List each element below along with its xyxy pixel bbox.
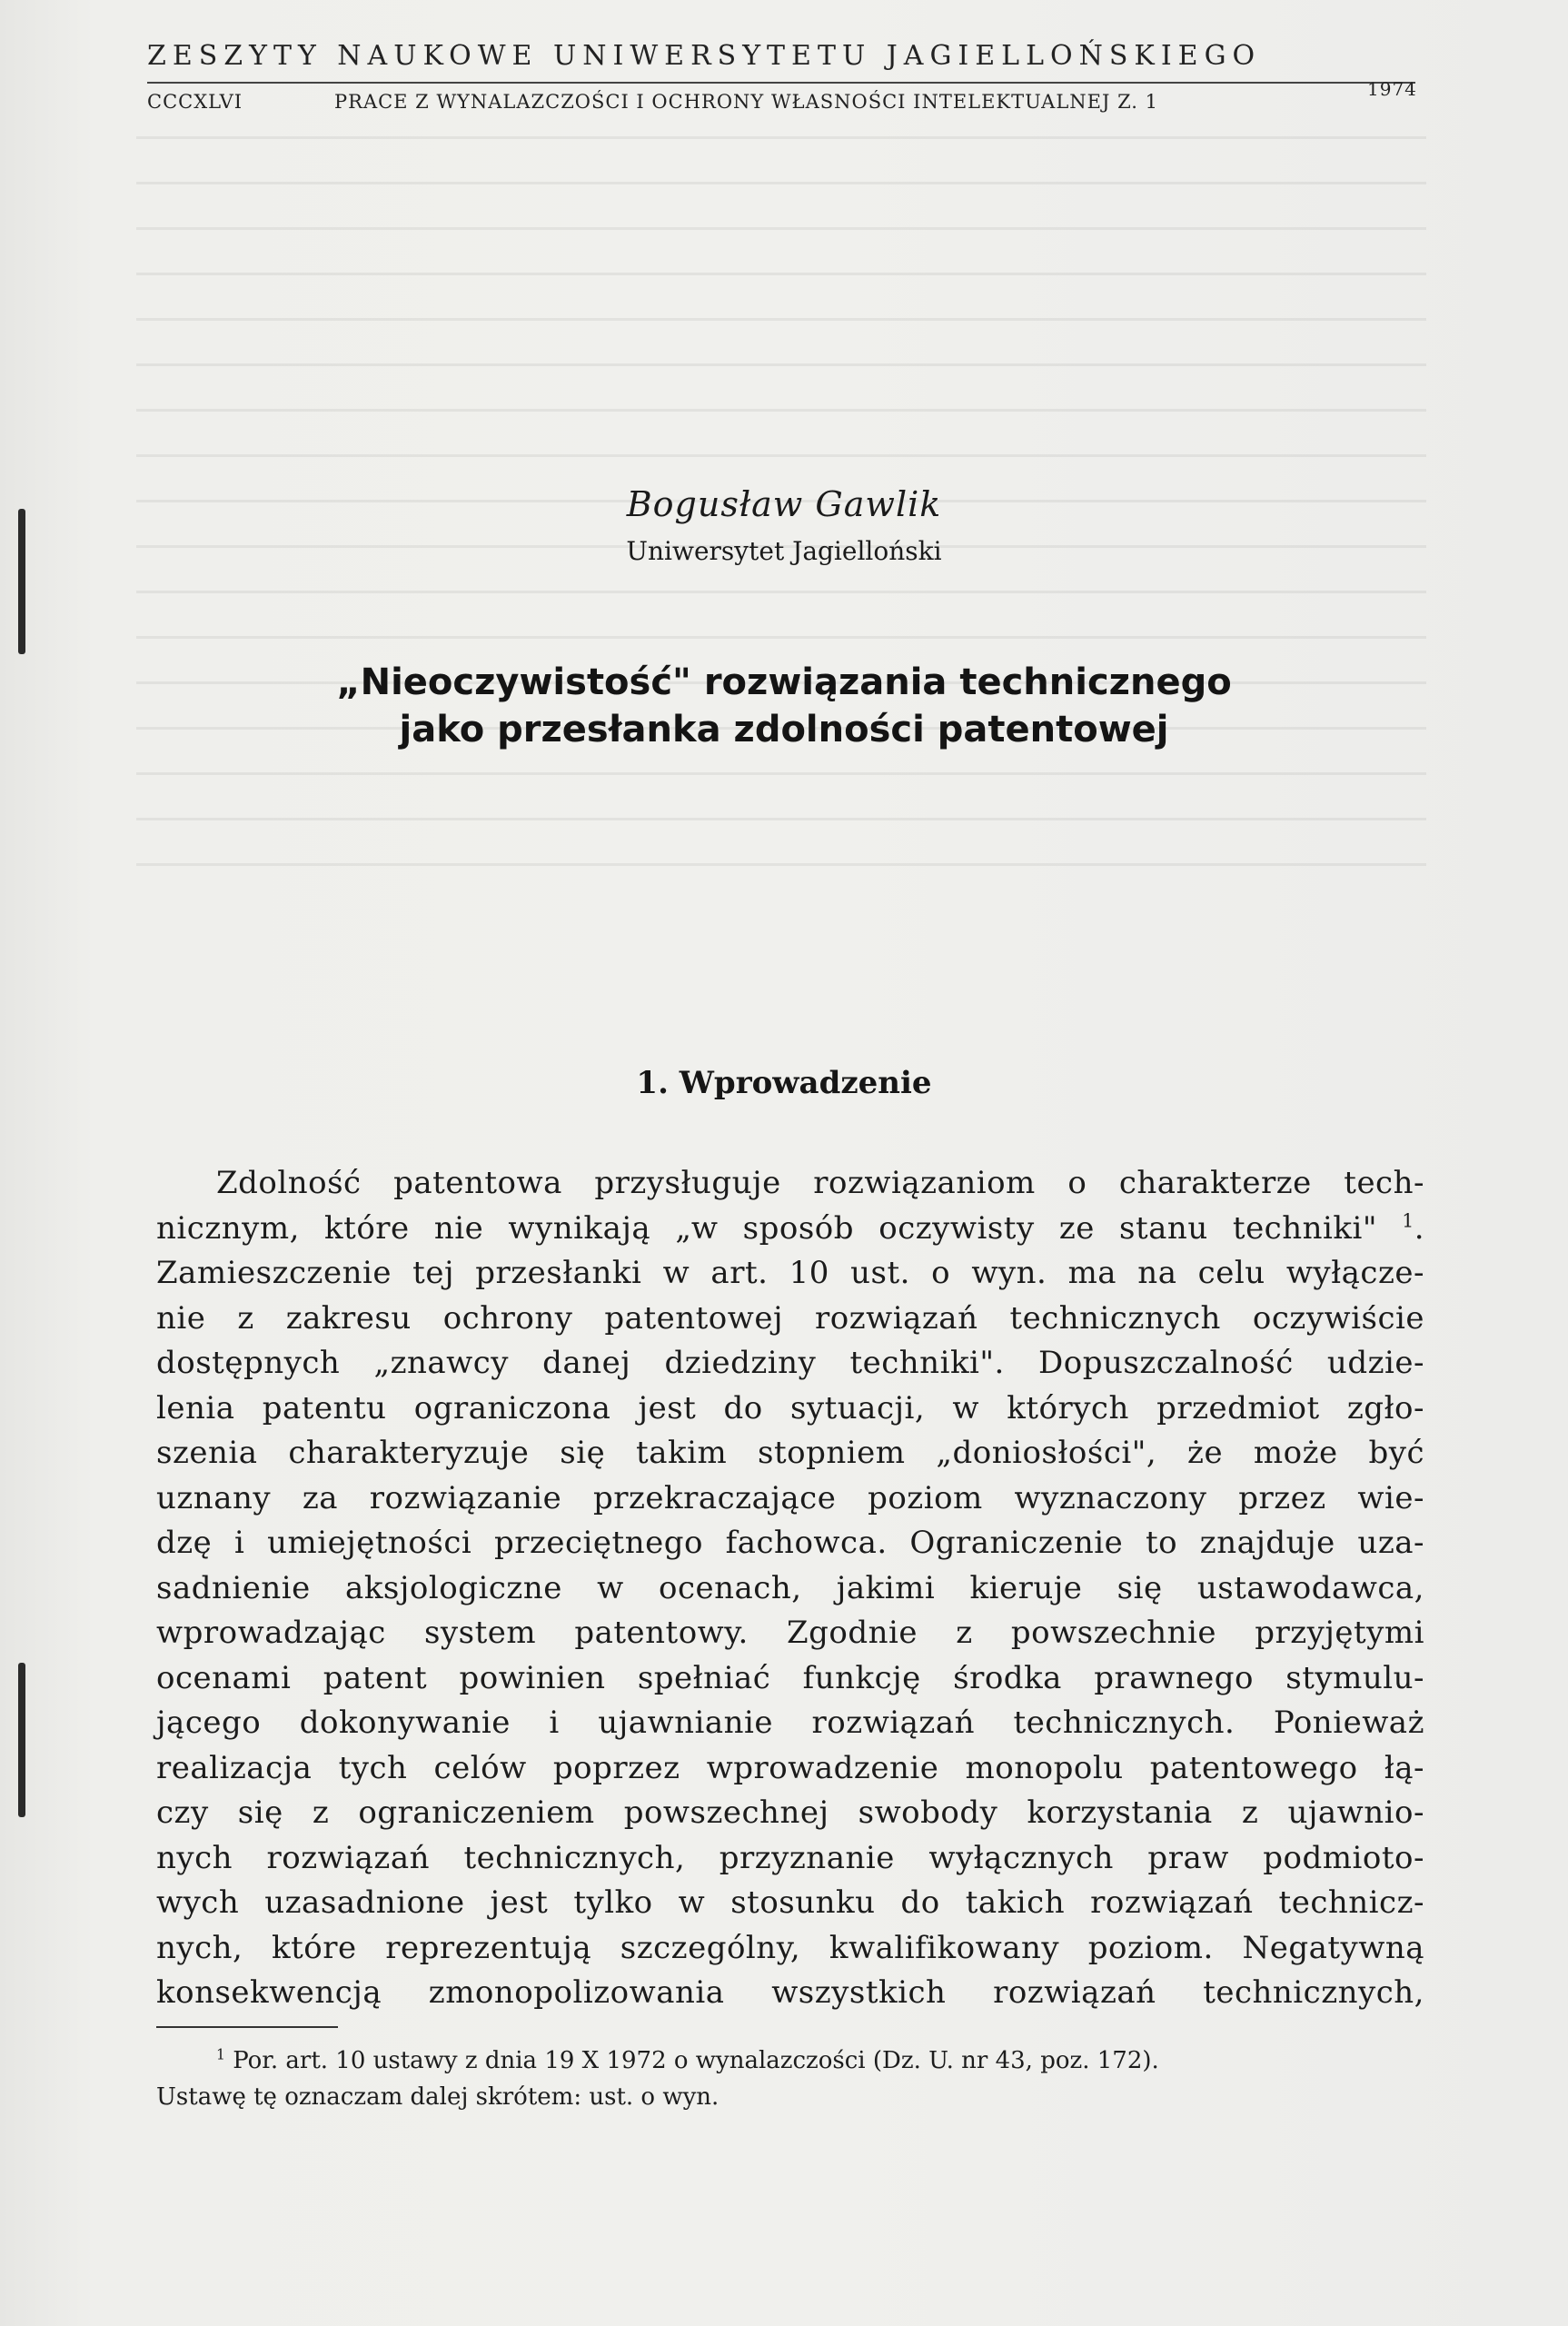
body-line: wprowadzając system patentowy. Zgodnie z powszechnie przyjętymi	[156, 1615, 1424, 1651]
body-line: nie z zakresu ochrony patentowej rozwiązań technicznych oczywiście	[156, 1299, 1424, 1337]
author-affiliation: Uniwersytet Jagielloński	[626, 536, 942, 566]
body-line: uznany za rozwiązanie przekraczające poziom wyznaczony przez wie-	[156, 1479, 1424, 1516]
body-text	[156, 1161, 1424, 2016]
staple-mark-top	[18, 509, 25, 654]
author-name: Bogusław Gawlik	[626, 484, 942, 524]
section-heading: 1. Wprowadzenie	[636, 1065, 932, 1101]
footnote-mark: 1	[216, 2046, 225, 2063]
article-title-line-2: jako przesłanka zdolności patentowej	[399, 709, 1169, 750]
body-line: szenia charakteryzuje się takim stopniem „doniosłości", że może być	[156, 1435, 1424, 1471]
header-rule	[147, 82, 1415, 84]
body-line: Zamieszczenie tej przesłanki w art. 10 ust. o wyn. ma na celu wyłącze-	[156, 1255, 1424, 1291]
footnote-line-1	[156, 2043, 1428, 2079]
body-line: sadnienie aksjologiczne w ocenach, jakimi kieruje się ustawodawca,	[156, 1569, 1424, 1606]
journal-series-title: ZESZYTY NAUKOWE UNIWERSYTETU JAGIELLOŃSKIEGO	[147, 40, 1262, 72]
body-line: nicznym, które nie wynikają „w sposób oczywisty ze stanu techniki" $^1$.	[156, 1209, 1424, 1247]
staple-mark-bottom	[18, 1663, 25, 1817]
body-line: lenia patentu ograniczona jest do sytuacji, w których przedmiot zgło-	[156, 1389, 1424, 1426]
body-line: ocenami patent powinien spełniać funkcję środka prawnego stymulu-	[156, 1659, 1424, 1696]
publication-year: 1974	[1367, 78, 1417, 100]
body-line: realizacja tych celów poprzez wprowadzenie monopolu patentowego łą-	[156, 1749, 1424, 1786]
volume-number: CCCXLVI	[147, 91, 243, 113]
body-line-text: nicznym, które nie wynikają „w sposób oczywisty ze stanu techniki"	[156, 1209, 1378, 1247]
journal-subtitle: PRACE Z WYNALAZCZOŚCI I OCHRONY WŁASNOŚCI INTELEKTUALNEJ Z. 1	[334, 91, 1159, 113]
body-line: nych, które reprezentują szczególny, kwalifikowany poziom. Negatywną	[156, 1929, 1424, 1966]
footnote-rule	[156, 2026, 338, 2028]
footnote-reference[interactable]: 1	[1402, 1209, 1414, 1232]
body-line: jącego dokonywanie i ujawnianie rozwiązań technicznych. Ponieważ	[156, 1705, 1424, 1741]
footnote-text-1: Por. art. 10 ustawy z dnia 19 X 1972 o wynalazczości (Dz. U. nr 43, poz. 172).	[233, 2047, 1159, 2074]
body-line: dzę i umiejętności przeciętnego fachowca. Ograniczenie to znajduje uza-	[156, 1525, 1424, 1561]
body-line: Zdolność patentowa przysługuje rozwiązaniom o charakterze tech-	[216, 1165, 1424, 1201]
footnote-line-2: Ustawę tę oznaczam dalej skrótem: ust. o wyn.	[156, 2083, 719, 2111]
body-line: wych uzasadnione jest tylko w stosunku do takich rozwiązań technicz-	[156, 1884, 1424, 1921]
body-line: nych rozwiązań technicznych, przyznanie wyłącznych praw podmioto-	[156, 1839, 1424, 1876]
footnote	[156, 2043, 1428, 2115]
article-title-line-1: „Nieoczywistość" rozwiązania technicznego	[336, 661, 1232, 703]
body-line: konsekwencją zmonopolizowania wszystkich rozwiązań technicznych,	[156, 1974, 1424, 2011]
article-title	[0, 659, 1568, 753]
body-line: dostępnych „znawcy danej dziedziny techniki". Dopuszczalność udzie-	[156, 1345, 1424, 1381]
body-line: czy się z ograniczeniem powszechnej swobody korzystania z ujawnio-	[156, 1794, 1424, 1831]
